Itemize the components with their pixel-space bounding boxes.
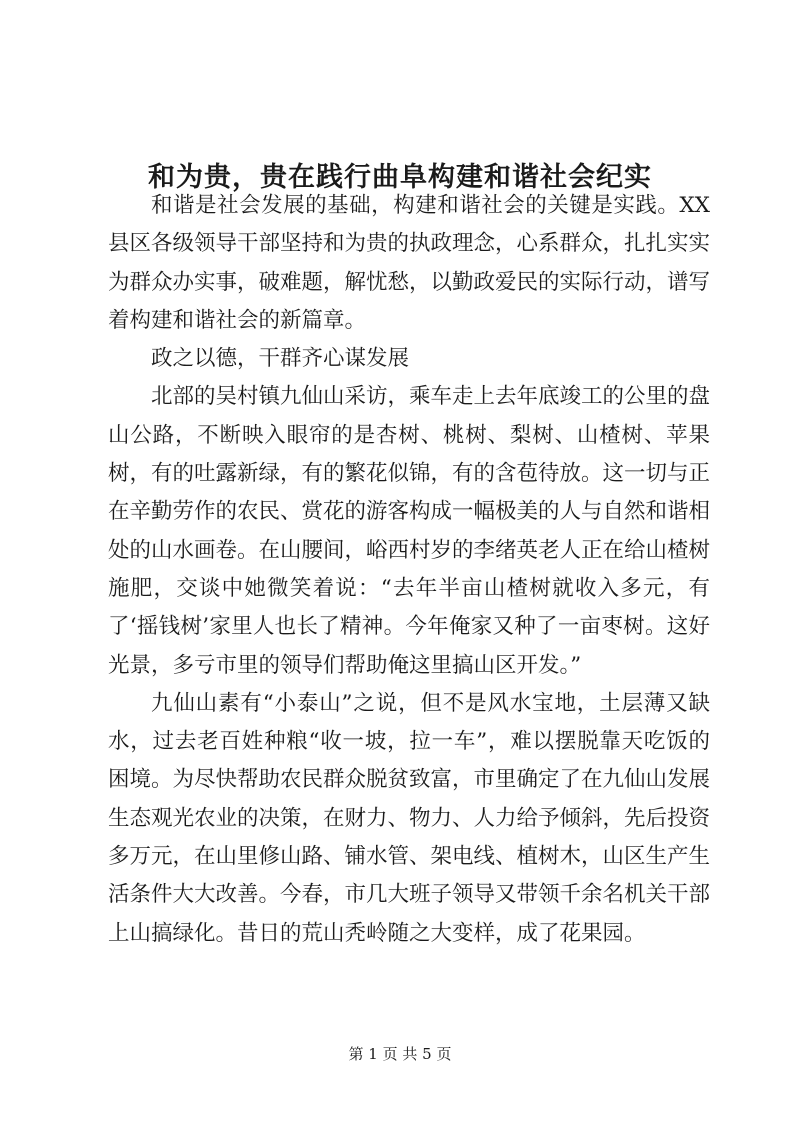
page-number-footer: 第 1 页 共 5 页 — [348, 1045, 452, 1063]
document-body — [108, 187, 710, 953]
paragraph-intro: 和谐是社会发展的基础，构建和谐社会的关键是实践。XX县区各级领导干部坚持和为贵的执政理念，心系群众，扎扎实实为群众办实事，破难题，解忧愁，以勤政爱民的实际行动，谱写着构建和谐社会的新篇章。 — [108, 193, 711, 333]
paragraph-development: 九仙山素有“小泰山”之说，但不是风水宝地，土层薄又缺水，过去老百姓种粮“收一坡，拉一车”，难以摆脱靠天吃饭的困境。为尽快帮助农民群众脱贫致富，市里确定了在九仙山发展生态观光农业的决策，在财力、物力、人力给予倾斜，先后投资多万元，在山里修山路、铺水管、架电线、植树木，山区生产生活条件大大改善。今春，市几大班子领导又带领千余名机关干部上山搞绿化。昔日的荒山秃岭随之大变样，成了花果园。 — [108, 690, 711, 946]
document-title: 和为贵，贵在践行曲阜构建和谐社会纪实 — [148, 162, 652, 194]
section-heading: 政之以德，干群齐心谋发展 — [151, 346, 410, 372]
paragraph-jiuxianshan-visit: 北部的吴村镇九仙山采访，乘车走上去年底竣工的公里的盘山公路，不断映入眼帘的是杏树、桃树、梨树、山楂树、苹果树，有的吐露新绿，有的繁花似锦，有的含苞待放。这一切与正在辛勤劳作的农民、赏花的游客构成一幅极美的人与自然和谐相处的山水画卷。在山腰间，峪西村岁的李绪英老人正在给山楂树施肥，交谈中她微笑着说：“去年半亩山楂树就收入多元，有了‘摇钱树’家里人也长了精神。今年俺家又种了一亩枣树。这好光景，多亏市里的领导们帮助俺这里搞山区开发。” — [108, 384, 711, 678]
